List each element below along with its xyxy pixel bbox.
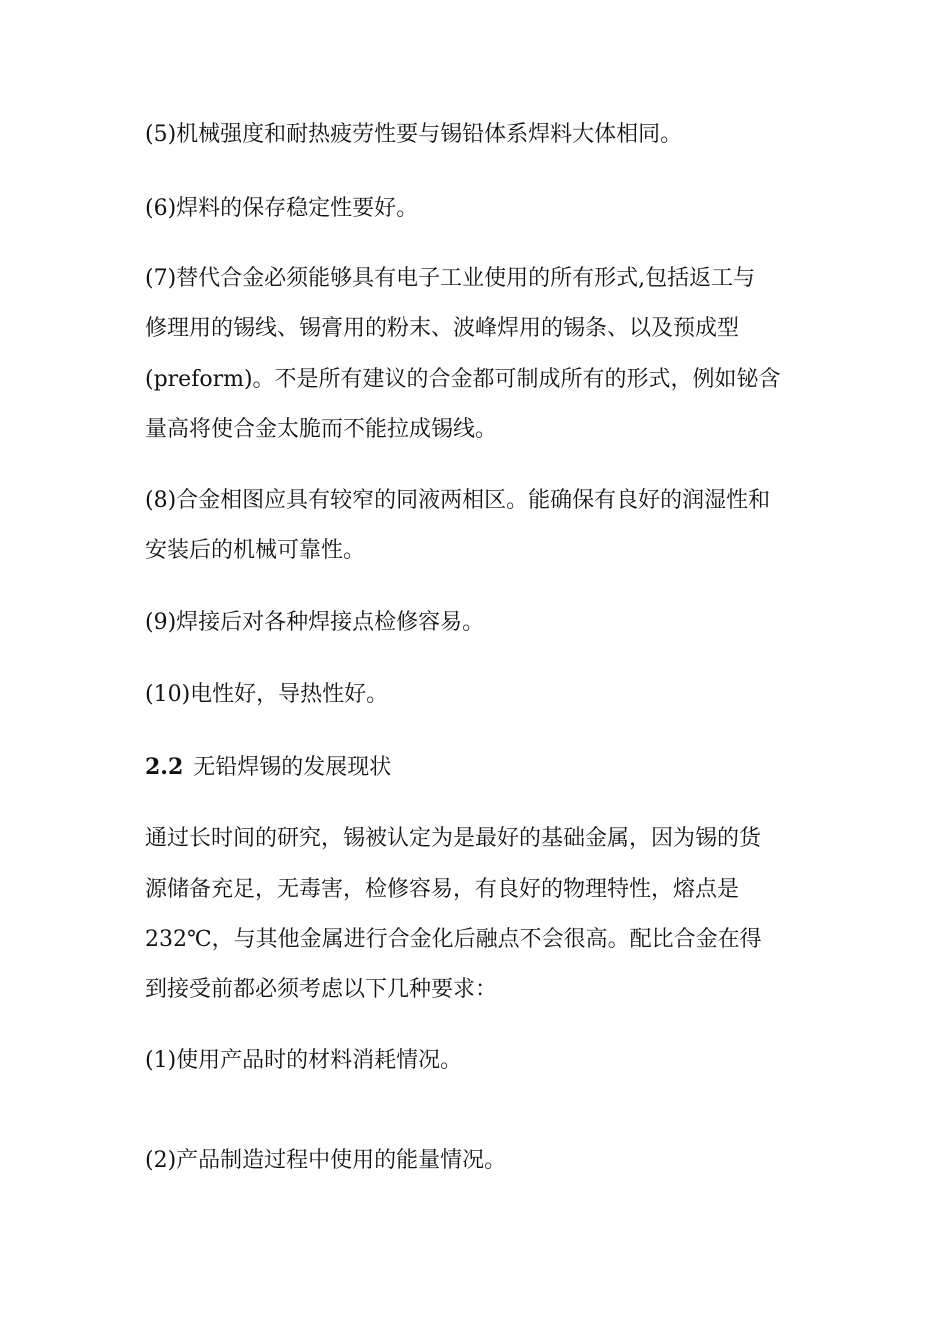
list-item-5: (5)机械强度和耐热疲劳性要与锡铅体系焊料大体相同。 bbox=[145, 122, 683, 147]
requirement-item-1: (1)使用产品时的材料消耗情况。 bbox=[145, 1048, 463, 1073]
list-item-6: (6)焊料的保存稳定性要好。 bbox=[145, 196, 419, 221]
list-item-8-line-2: 安装后的机械可靠性。 bbox=[145, 538, 366, 563]
intro-line-1: 通过长时间的研究，锡被认定为是最好的基础金属，因为锡的货 bbox=[145, 826, 762, 851]
requirement-item-2: (2)产品制造过程中使用的能量情况。 bbox=[145, 1148, 507, 1173]
list-item-7-line-3: (preform)。不是所有建议的合金都可制成所有的形式，例如铋含 bbox=[145, 367, 781, 392]
list-item-8-line-1: (8)合金相图应具有较窄的同液两相区。能确保有良好的润湿性和 bbox=[145, 488, 771, 513]
list-item-7-line-1: (7)替代合金必须能够具有电子工业使用的所有形式,包括返工与 bbox=[145, 266, 756, 291]
list-item-9: (9)焊接后对各种焊接点检修容易。 bbox=[145, 610, 485, 635]
intro-line-4: 到接受前都必须考虑以下几种要求： bbox=[145, 977, 498, 1002]
list-item-10: (10)电性好，导热性好。 bbox=[145, 682, 389, 707]
intro-line-2: 源储备充足，无毒害，检修容易，有良好的物理特性，熔点是 bbox=[145, 877, 740, 902]
intro-line-3: 232℃，与其他金属进行合金化后融点不会很高。配比合金在得 bbox=[145, 927, 762, 952]
list-item-7-line-2: 修理用的锡线、锡膏用的粉末、波峰焊用的锡条、以及预成型 bbox=[145, 316, 740, 341]
section-heading bbox=[145, 752, 810, 783]
section-title: 无铅焊锡的发展现状 bbox=[193, 755, 392, 780]
section-number: 2.2 bbox=[145, 754, 184, 780]
list-item-7-line-4: 量高将使合金太脆而不能拉成锡线。 bbox=[145, 417, 498, 442]
